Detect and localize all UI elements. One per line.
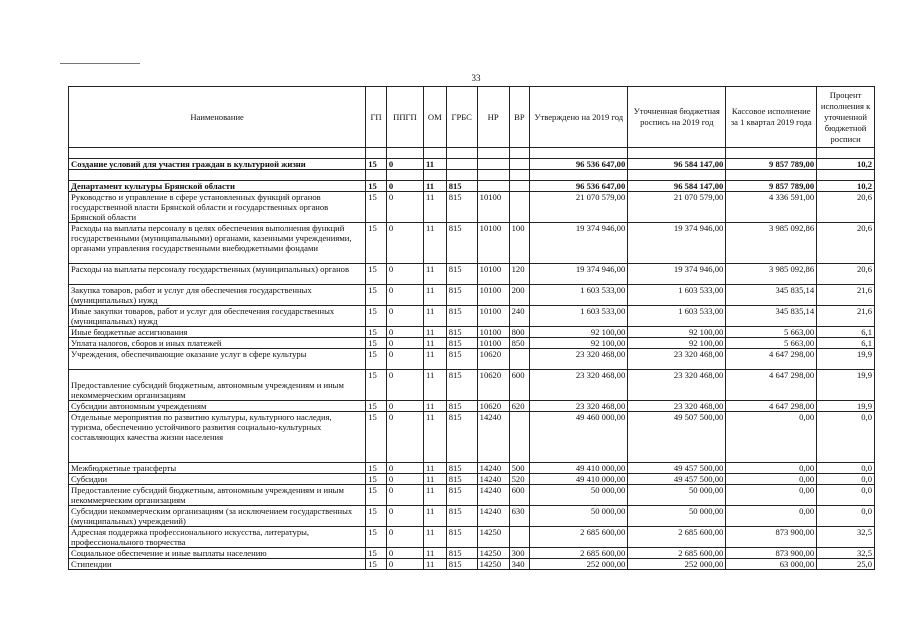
cell-name: Расходы на выплаты персоналу государственных (муниципальных) органов: [69, 264, 366, 285]
cell-ppgp: 0: [386, 401, 423, 412]
header-gp: ГП: [366, 87, 387, 148]
table-row: [69, 474, 875, 485]
header-om: ОМ: [423, 87, 446, 148]
cell-refined: 23 320 468,00: [628, 370, 726, 401]
cell-ppgp: 0: [386, 349, 423, 370]
cell-percent: 0,0: [817, 506, 875, 527]
cell-vr: 800: [509, 327, 530, 338]
cell-nr: 10620: [477, 401, 509, 412]
cell-gp: 15: [366, 192, 387, 223]
cell-refined: 21 070 579,00: [628, 192, 726, 223]
cell-vr: [509, 349, 530, 370]
cell-vr: [509, 181, 530, 192]
cell-gp: 15: [366, 327, 387, 338]
cell-nr: 14250: [477, 548, 509, 559]
cell-vr: 100: [509, 223, 530, 264]
cell-grbs: 815: [446, 527, 477, 548]
cell-cash: 0,00: [726, 506, 817, 527]
cell-name: Социальное обеспечение и иные выплаты населению: [69, 548, 366, 559]
cell-grbs: 815: [446, 192, 477, 223]
cell-cash: 63 000,00: [726, 559, 817, 570]
cell-gp: 15: [366, 264, 387, 285]
cell-grbs: 815: [446, 349, 477, 370]
table-row: [69, 463, 875, 474]
budget-execution-table: [68, 86, 875, 570]
header-rule: [60, 63, 140, 64]
cell-refined: 23 320 468,00: [628, 349, 726, 370]
cell-vr: 850: [509, 338, 530, 349]
cell-grbs: 815: [446, 370, 477, 401]
cell-nr: 14250: [477, 527, 509, 548]
cell-name: Субсидии автономным учреждениям: [69, 401, 366, 412]
cell-ppgp: 0: [386, 485, 423, 506]
cell-vr: 340: [509, 559, 530, 570]
cell-name: Субсидии некоммерческим организациям (за исключением государственных (муниципальных) учреждений): [69, 506, 366, 527]
cell-nr: 14240: [477, 474, 509, 485]
cell-ppgp: 0: [386, 285, 423, 306]
cell-grbs: 815: [446, 327, 477, 338]
table-row: [69, 223, 875, 264]
cell-grbs: 815: [446, 463, 477, 474]
cell-nr: 10100: [477, 264, 509, 285]
cell-cash: 345 835,14: [726, 285, 817, 306]
cell-approved: 49 460 000,00: [530, 412, 628, 463]
cell-cash: 873 900,00: [726, 527, 817, 548]
cell-grbs: 815: [446, 181, 477, 192]
cell-refined: 96 584 147,00: [628, 159, 726, 170]
cell-om: 11: [423, 401, 446, 412]
cell-grbs: 815: [446, 306, 477, 327]
header-cash: Кассовое исполнение за 1 квартал 2019 года: [726, 87, 817, 148]
cell-nr: [477, 159, 509, 170]
cell-om: 11: [423, 223, 446, 264]
cell-approved: 23 320 468,00: [530, 370, 628, 401]
cell-om: 11: [423, 559, 446, 570]
cell-gp: 15: [366, 412, 387, 463]
table-row: [69, 306, 875, 327]
cell-nr: 10100: [477, 285, 509, 306]
cell-approved: 1 603 533,00: [530, 306, 628, 327]
cell-cash: 5 663,00: [726, 327, 817, 338]
cell-percent: 6,1: [817, 338, 875, 349]
cell-cash: 9 857 789,00: [726, 159, 817, 170]
cell-approved: 19 374 946,00: [530, 223, 628, 264]
cell-cash: 0,00: [726, 463, 817, 474]
cell-nr: 14250: [477, 559, 509, 570]
cell-ppgp: 0: [386, 181, 423, 192]
cell-gp: 15: [366, 306, 387, 327]
cell-nr: 14240: [477, 506, 509, 527]
cell-grbs: 815: [446, 485, 477, 506]
cell-ppgp: 0: [386, 463, 423, 474]
cell-ppgp: 0: [386, 370, 423, 401]
cell-vr: [509, 192, 530, 223]
table-row: [69, 264, 875, 285]
cell-gp: 15: [366, 181, 387, 192]
cell-ppgp: 0: [386, 412, 423, 463]
cell-gp: 15: [366, 349, 387, 370]
table-row: [69, 285, 875, 306]
cell-approved: 2 685 600,00: [530, 527, 628, 548]
cell-grbs: 815: [446, 401, 477, 412]
header-approved: Утверждено на 2019 год: [530, 87, 628, 148]
cell-cash: 0,00: [726, 412, 817, 463]
cell-vr: 300: [509, 548, 530, 559]
cell-approved: 92 100,00: [530, 327, 628, 338]
cell-om: 11: [423, 181, 446, 192]
cell-refined: 1 603 533,00: [628, 306, 726, 327]
cell-approved: 49 410 000,00: [530, 474, 628, 485]
cell-vr: 600: [509, 485, 530, 506]
cell-om: 11: [423, 474, 446, 485]
cell-vr: [509, 412, 530, 463]
cell-grbs: 815: [446, 548, 477, 559]
cell-om: 11: [423, 463, 446, 474]
cell-percent: 6,1: [817, 327, 875, 338]
cell-nr: 10100: [477, 192, 509, 223]
table-row: [69, 327, 875, 338]
table-row: [69, 192, 875, 223]
cell-vr: 620: [509, 401, 530, 412]
cell-refined: 92 100,00: [628, 338, 726, 349]
cell-grbs: 815: [446, 474, 477, 485]
cell-gp: 15: [366, 370, 387, 401]
cell-grbs: 815: [446, 559, 477, 570]
cell-grbs: 815: [446, 264, 477, 285]
cell-ppgp: 0: [386, 338, 423, 349]
spacer-row: [69, 170, 875, 181]
table-row: [69, 349, 875, 370]
header-grbs: ГРБС: [446, 87, 477, 148]
table-row: [69, 548, 875, 559]
cell-ppgp: 0: [386, 264, 423, 285]
cell-name: Предоставление субсидий бюджетным, автономным учреждениям и иным некоммерческим организациям: [69, 370, 366, 401]
cell-om: 11: [423, 548, 446, 559]
cell-om: 11: [423, 349, 446, 370]
table-row: [69, 401, 875, 412]
cell-ppgp: 0: [386, 506, 423, 527]
cell-name: Уплата налогов, сборов и иных платежей: [69, 338, 366, 349]
table-row: [69, 559, 875, 570]
cell-gp: 15: [366, 338, 387, 349]
cell-ppgp: 0: [386, 527, 423, 548]
cell-percent: 0,0: [817, 485, 875, 506]
header-spacer-row: [69, 148, 875, 159]
cell-percent: 20,6: [817, 192, 875, 223]
cell-om: 11: [423, 285, 446, 306]
cell-cash: 4 336 591,00: [726, 192, 817, 223]
cell-vr: [509, 159, 530, 170]
table-row: [69, 338, 875, 349]
cell-name: Создание условий для участия граждан в культурной жизни: [69, 159, 366, 170]
cell-vr: 600: [509, 370, 530, 401]
cell-refined: 2 685 600,00: [628, 527, 726, 548]
table-row: [69, 485, 875, 506]
cell-ppgp: 0: [386, 327, 423, 338]
table-header-row: [69, 87, 875, 148]
cell-cash: 9 857 789,00: [726, 181, 817, 192]
cell-om: 11: [423, 527, 446, 548]
cell-percent: 32,5: [817, 548, 875, 559]
cell-percent: 19,9: [817, 370, 875, 401]
cell-grbs: 815: [446, 223, 477, 264]
cell-name: Отдельные мероприятия по развитию культуры, культурного наследия, туризма, обеспечению устойчивого развития социально-культурных составляющих качества жизни населения: [69, 412, 366, 463]
cell-cash: 0,00: [726, 485, 817, 506]
cell-approved: 49 410 000,00: [530, 463, 628, 474]
cell-om: 11: [423, 327, 446, 338]
cell-gp: 15: [366, 548, 387, 559]
cell-om: 11: [423, 412, 446, 463]
cell-cash: 4 647 298,00: [726, 370, 817, 401]
cell-percent: 19,9: [817, 349, 875, 370]
cell-name: Адресная поддержка профессионального искусства, литературы, профессионального творчества: [69, 527, 366, 548]
header-refined: Уточненная бюджетная роспись на 2019 год: [628, 87, 726, 148]
cell-cash: 3 985 092,86: [726, 223, 817, 264]
cell-approved: 50 000,00: [530, 485, 628, 506]
cell-vr: 200: [509, 285, 530, 306]
cell-approved: 50 000,00: [530, 506, 628, 527]
cell-name: Закупка товаров, работ и услуг для обеспечения государственных (муниципальных) нужд: [69, 285, 366, 306]
header-nr: НР: [477, 87, 509, 148]
cell-nr: 14240: [477, 463, 509, 474]
cell-nr: 10100: [477, 327, 509, 338]
cell-cash: 0,00: [726, 474, 817, 485]
cell-approved: 96 536 647,00: [530, 181, 628, 192]
cell-approved: 19 374 946,00: [530, 264, 628, 285]
cell-vr: 120: [509, 264, 530, 285]
cell-approved: 96 536 647,00: [530, 159, 628, 170]
cell-nr: 10100: [477, 223, 509, 264]
cell-gp: 15: [366, 527, 387, 548]
cell-refined: 50 000,00: [628, 506, 726, 527]
cell-ppgp: 0: [386, 548, 423, 559]
cell-grbs: 815: [446, 338, 477, 349]
table-row: [69, 370, 875, 401]
header-name: Наименование: [69, 87, 366, 148]
table-row: [69, 412, 875, 463]
cell-vr: 500: [509, 463, 530, 474]
cell-refined: 49 507 500,00: [628, 412, 726, 463]
cell-cash: 873 900,00: [726, 548, 817, 559]
cell-cash: 3 985 092,86: [726, 264, 817, 285]
cell-vr: 630: [509, 506, 530, 527]
cell-gp: 15: [366, 463, 387, 474]
cell-percent: 19,9: [817, 401, 875, 412]
cell-refined: 1 603 533,00: [628, 285, 726, 306]
cell-percent: 20,6: [817, 223, 875, 264]
cell-refined: 23 320 468,00: [628, 401, 726, 412]
cell-nr: [477, 181, 509, 192]
header-percent: Процент исполнения к уточненной бюджетной росписи: [817, 87, 875, 148]
cell-om: 11: [423, 306, 446, 327]
cell-percent: 21,6: [817, 306, 875, 327]
cell-name: Иные закупки товаров, работ и услуг для обеспечения государственных (муниципальных) нужд: [69, 306, 366, 327]
cell-percent: 20,6: [817, 264, 875, 285]
cell-nr: 14240: [477, 485, 509, 506]
cell-percent: 0,0: [817, 463, 875, 474]
cell-om: 11: [423, 159, 446, 170]
cell-vr: 240: [509, 306, 530, 327]
cell-percent: 10,2: [817, 181, 875, 192]
cell-grbs: 815: [446, 285, 477, 306]
cell-grbs: 815: [446, 506, 477, 527]
cell-cash: 345 835,14: [726, 306, 817, 327]
cell-ppgp: 0: [386, 474, 423, 485]
cell-om: 11: [423, 264, 446, 285]
cell-name: Руководство и управление в сфере установленных функций органов государственной власти Брянской области и государственных органов Брянской области: [69, 192, 366, 223]
cell-approved: 92 100,00: [530, 338, 628, 349]
cell-approved: 1 603 533,00: [530, 285, 628, 306]
cell-name: Субсидии: [69, 474, 366, 485]
cell-approved: 23 320 468,00: [530, 401, 628, 412]
cell-name: Предоставление субсидий бюджетным, автономным учреждениям и иным некоммерческим организациям: [69, 485, 366, 506]
cell-om: 11: [423, 338, 446, 349]
cell-refined: 19 374 946,00: [628, 223, 726, 264]
cell-nr: 10620: [477, 349, 509, 370]
cell-approved: 23 320 468,00: [530, 349, 628, 370]
cell-name: Иные бюджетные ассигнования: [69, 327, 366, 338]
table-row: [69, 506, 875, 527]
cell-gp: 15: [366, 559, 387, 570]
cell-ppgp: 0: [386, 159, 423, 170]
cell-ppgp: 0: [386, 223, 423, 264]
cell-name: Межбюджетные трансферты: [69, 463, 366, 474]
cell-name: Расходы на выплаты персоналу в целях обеспечения выполнения функций государственными (муниципальными) органами, казенными учреждениями, органами управления государственными внебюджетными фондами: [69, 223, 366, 264]
cell-grbs: 815: [446, 412, 477, 463]
cell-refined: 252 000,00: [628, 559, 726, 570]
cell-nr: 10100: [477, 338, 509, 349]
cell-cash: 4 647 298,00: [726, 349, 817, 370]
cell-refined: 50 000,00: [628, 485, 726, 506]
cell-cash: 4 647 298,00: [726, 401, 817, 412]
cell-cash: 5 663,00: [726, 338, 817, 349]
cell-gp: 15: [366, 223, 387, 264]
cell-gp: 15: [366, 159, 387, 170]
cell-percent: 32,5: [817, 527, 875, 548]
cell-percent: 10,2: [817, 159, 875, 170]
cell-approved: 21 070 579,00: [530, 192, 628, 223]
page-number: 33: [471, 73, 481, 83]
cell-refined: 49 457 500,00: [628, 463, 726, 474]
cell-gp: 15: [366, 401, 387, 412]
cell-gp: 15: [366, 506, 387, 527]
cell-ppgp: 0: [386, 306, 423, 327]
header-ppgp: ППГП: [386, 87, 423, 148]
header-vr: ВР: [509, 87, 530, 148]
table-row: [69, 159, 875, 170]
cell-refined: 92 100,00: [628, 327, 726, 338]
table-row: [69, 181, 875, 192]
cell-nr: 14240: [477, 412, 509, 463]
cell-om: 11: [423, 485, 446, 506]
cell-nr: 10620: [477, 370, 509, 401]
cell-ppgp: 0: [386, 192, 423, 223]
cell-refined: 2 685 600,00: [628, 548, 726, 559]
cell-refined: 49 457 500,00: [628, 474, 726, 485]
cell-grbs: [446, 159, 477, 170]
cell-refined: 19 374 946,00: [628, 264, 726, 285]
cell-name: Департамент культуры Брянской области: [69, 181, 366, 192]
cell-percent: 0,0: [817, 474, 875, 485]
cell-gp: 15: [366, 285, 387, 306]
cell-name: Стипендии: [69, 559, 366, 570]
cell-name: Учреждения, обеспечивающие оказание услуг в сфере культуры: [69, 349, 366, 370]
cell-gp: 15: [366, 474, 387, 485]
cell-approved: 2 685 600,00: [530, 548, 628, 559]
cell-percent: 0,0: [817, 412, 875, 463]
cell-om: 11: [423, 506, 446, 527]
cell-percent: 21,6: [817, 285, 875, 306]
table-row: [69, 527, 875, 548]
cell-gp: 15: [366, 485, 387, 506]
cell-om: 11: [423, 370, 446, 401]
cell-approved: 252 000,00: [530, 559, 628, 570]
cell-percent: 25,0: [817, 559, 875, 570]
cell-nr: 10100: [477, 306, 509, 327]
cell-om: 11: [423, 192, 446, 223]
cell-vr: 520: [509, 474, 530, 485]
cell-ppgp: 0: [386, 559, 423, 570]
cell-vr: [509, 527, 530, 548]
cell-refined: 96 584 147,00: [628, 181, 726, 192]
